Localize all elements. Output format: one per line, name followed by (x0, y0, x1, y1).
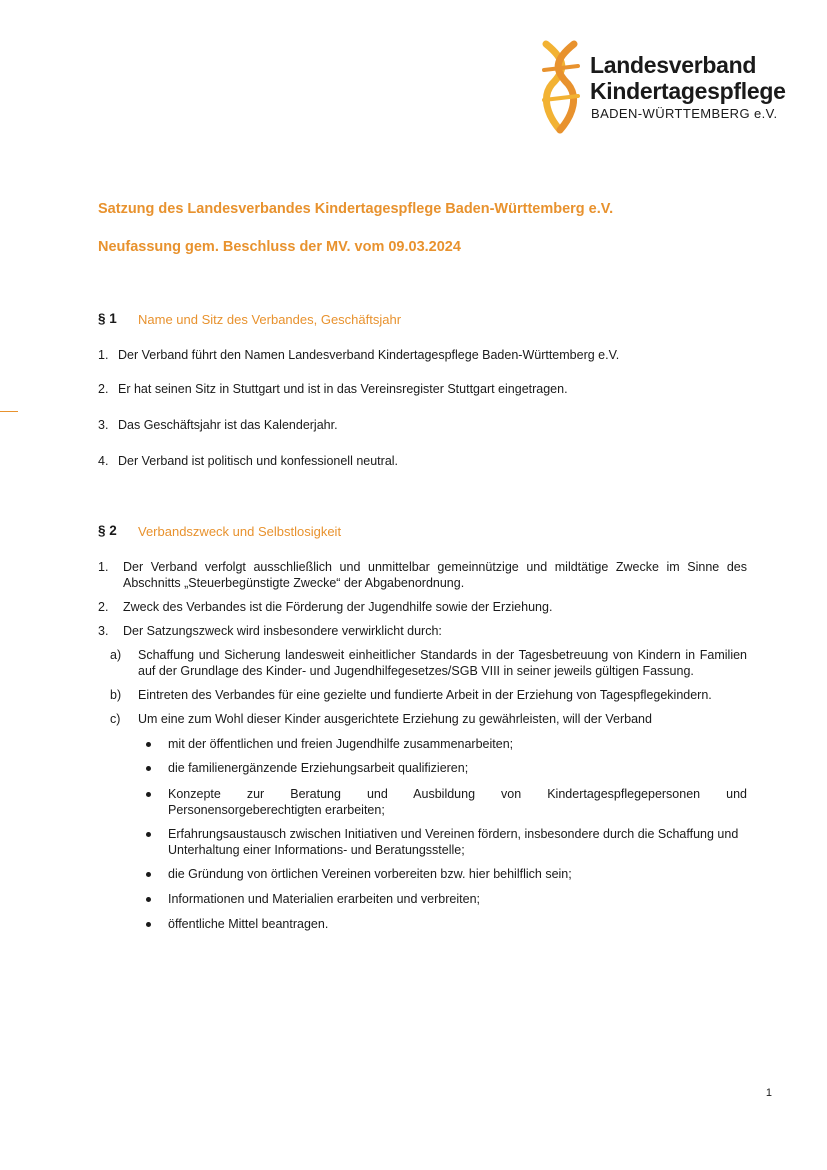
bullet-7-text: öffentliche Mittel beantragen. (168, 917, 329, 931)
bullet-2-text: die familienergänzende Erziehungsarbeit qualifizieren; (168, 761, 469, 775)
bullet-3-line-1: Konzepte zur Beratung und Ausbildung von Kindertagespflegepersonen und (168, 787, 747, 801)
document-title: Satzung des Landesverbandes Kindertagespflege Baden-Württemberg e.V. (98, 201, 614, 217)
bullet-4-line-1: Erfahrungsaustausch zwischen Initiativen und Vereinen fördern, insbesondere durch die Schaffung und (168, 827, 739, 841)
logo-mark-icon (538, 40, 588, 135)
s1-item-3-number: 3. (98, 418, 109, 432)
bullet-6-text: Informationen und Materialien erarbeiten und verbreiten; (168, 892, 480, 906)
s2-item-3-number: 3. (98, 624, 109, 638)
logo-line-1: Landesverband (590, 52, 757, 78)
s2-sub-c-label: c) (110, 712, 121, 726)
s2-item-1-number: 1. (98, 560, 109, 574)
logo (538, 40, 788, 135)
s1-item-3-text: Das Geschäftsjahr ist das Kalenderjahr. (118, 418, 338, 432)
bullet-dot (146, 832, 151, 837)
s2-sub-b-text: Eintreten des Verbandes für eine gezielte und fundierte Arbeit in der Erziehung von Tagespflegekindern. (138, 688, 712, 702)
bullet-1-text: mit der öffentlichen und freien Jugendhilfe zusammenarbeiten; (168, 737, 514, 751)
margin-mark (0, 411, 18, 412)
document-subtitle: Neufassung gem. Beschluss der MV. vom 09.03.2024 (98, 239, 461, 255)
bullet-dot (146, 792, 151, 797)
bullet-4-line-2: Unterhaltung einer Informations- und Beratungsstelle; (168, 843, 465, 857)
s2-sub-a-line-2: auf der Grundlage des Kinder- und Jugendhilfegesetzes/SGB VIII in seiner jeweils gültigen Fassung. (138, 664, 694, 678)
page-number: 1 (765, 1087, 772, 1099)
bullet-5-text: die Gründung von örtlichen Vereinen vorbereiten bzw. hier behilflich sein; (168, 867, 572, 881)
bullet-dot (146, 766, 151, 771)
bullet-dot (146, 897, 151, 902)
s2-item-3-text: Der Satzungszweck wird insbesondere verwirklicht durch: (123, 624, 442, 638)
section-1-number: § 1 (98, 311, 117, 326)
s1-item-1-number: 1. (98, 348, 109, 362)
section-2-number: § 2 (98, 523, 117, 538)
s2-item-2-number: 2. (98, 600, 109, 614)
s1-item-4-text: Der Verband ist politisch und konfessionell neutral. (118, 454, 399, 468)
bullet-dot (146, 922, 151, 927)
s2-sub-c-text: Um eine zum Wohl dieser Kinder ausgerichtete Erziehung zu gewährleisten, will der Verband (138, 712, 652, 726)
s2-sub-a-label: a) (110, 648, 122, 662)
s1-item-1-text: Der Verband führt den Namen Landesverband Kindertagespflege Baden-Württemberg e.V. (118, 348, 620, 362)
s2-sub-a-line-1: Schaffung und Sicherung landesweit einheitlicher Standards in der Tagesbetreuung von Kindern in Familien (138, 648, 747, 662)
logo-line-2: Kindertagespflege (590, 78, 786, 104)
bullet-dot (146, 872, 151, 877)
s2-item-1-line-2: Abschnitts „Steuerbegünstigte Zwecke“ der Abgabenordnung. (123, 576, 465, 590)
logo-line-3: BADEN-WÜRTTEMBERG e.V. (591, 106, 778, 121)
section-2-title: Verbandszweck und Selbstlosigkeit (138, 524, 342, 539)
s2-sub-b-label: b) (110, 688, 122, 702)
s1-item-2-number: 2. (98, 382, 109, 396)
s1-item-4-number: 4. (98, 454, 109, 468)
bullet-3-line-2: Personensorgeberechtigten erarbeiten; (168, 803, 385, 817)
s2-item-1-line-1: Der Verband verfolgt ausschließlich und unmittelbar gemeinnützige und mildtätige Zwecke im Sinne des (123, 560, 747, 574)
s2-item-2-text: Zweck des Verbandes ist die Förderung der Jugendhilfe sowie der Erziehung. (123, 600, 553, 614)
section-1-title: Name und Sitz des Verbandes, Geschäftsjahr (138, 312, 402, 327)
s1-item-2-text: Er hat seinen Sitz in Stuttgart und ist in das Vereinsregister Stuttgart eingetragen. (118, 382, 568, 396)
bullet-dot (146, 742, 151, 747)
